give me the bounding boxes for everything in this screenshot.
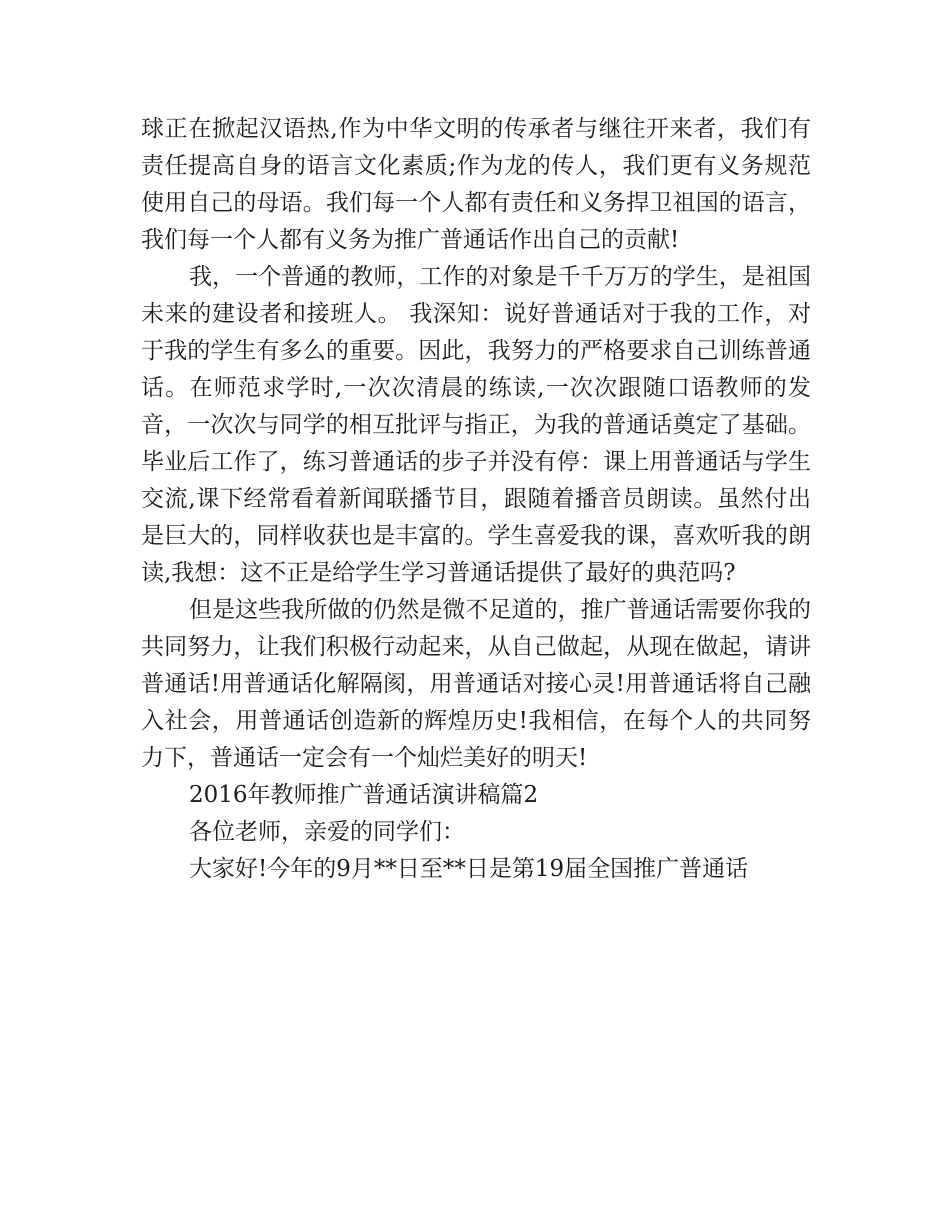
paragraph-continuation: 球正在掀起汉语热,作为中华文明的传承者与继往开来者，我们有责任提高自身的语言文化素质;作为龙的传人，我们更有义务规范使用自己的母语。我们每一个人都有责任和义务捍卫祖国的语言，我们每一个人都有义务为推广普通话作出自己的贡献! bbox=[141, 116, 811, 253]
salutation: 各位老师，亲爱的同学们： bbox=[189, 819, 465, 845]
paragraph-call-to-action: 但是这些我所做的仍然是微不足道的，推广普通话需要你我的共同努力，让我们积极行动起来，从自己做起，从现在做起，请讲普通话!用普通话化解隔阂，用普通话对接心灵!用普通话将自己融入社会，用普通话创造新的辉煌历史!我相信，在每个人的共同努力下，普通话一定会有一个灿烂美好的明天! bbox=[141, 597, 811, 771]
paragraph-teacher-experience: 我，一个普通的教师，工作的对象是千千万万的学生，是祖国未来的建设者和接班人。 我深知：说好普通话对于我的工作，对于我的学生有多么的重要。因此，我努力的严格要求自己训练普通话。在师范求学时,一次次清晨的练读,一次次跟随口语教师的发音，一次次与同学的相互批评与指正，为我的普通话奠定了基础。毕业后工作了，练习普通话的步子并没有停：课上用普通话与学生交流,课下经常看着新闻联播节目，跟随着播音员朗读。虽然付出是巨大的，同样收获也是丰富的。学生喜爱我的课，喜欢听我的朗读,我想：这不正是给学生学习普通话提供了最好的典范吗? bbox=[141, 264, 811, 586]
paragraph-greeting: 大家好!今年的9月**日至**日是第19届全国推广普通话 bbox=[189, 856, 749, 882]
document-body bbox=[141, 111, 811, 888]
section-heading: 2016年教师推广普通话演讲稿篇2 bbox=[189, 782, 539, 808]
